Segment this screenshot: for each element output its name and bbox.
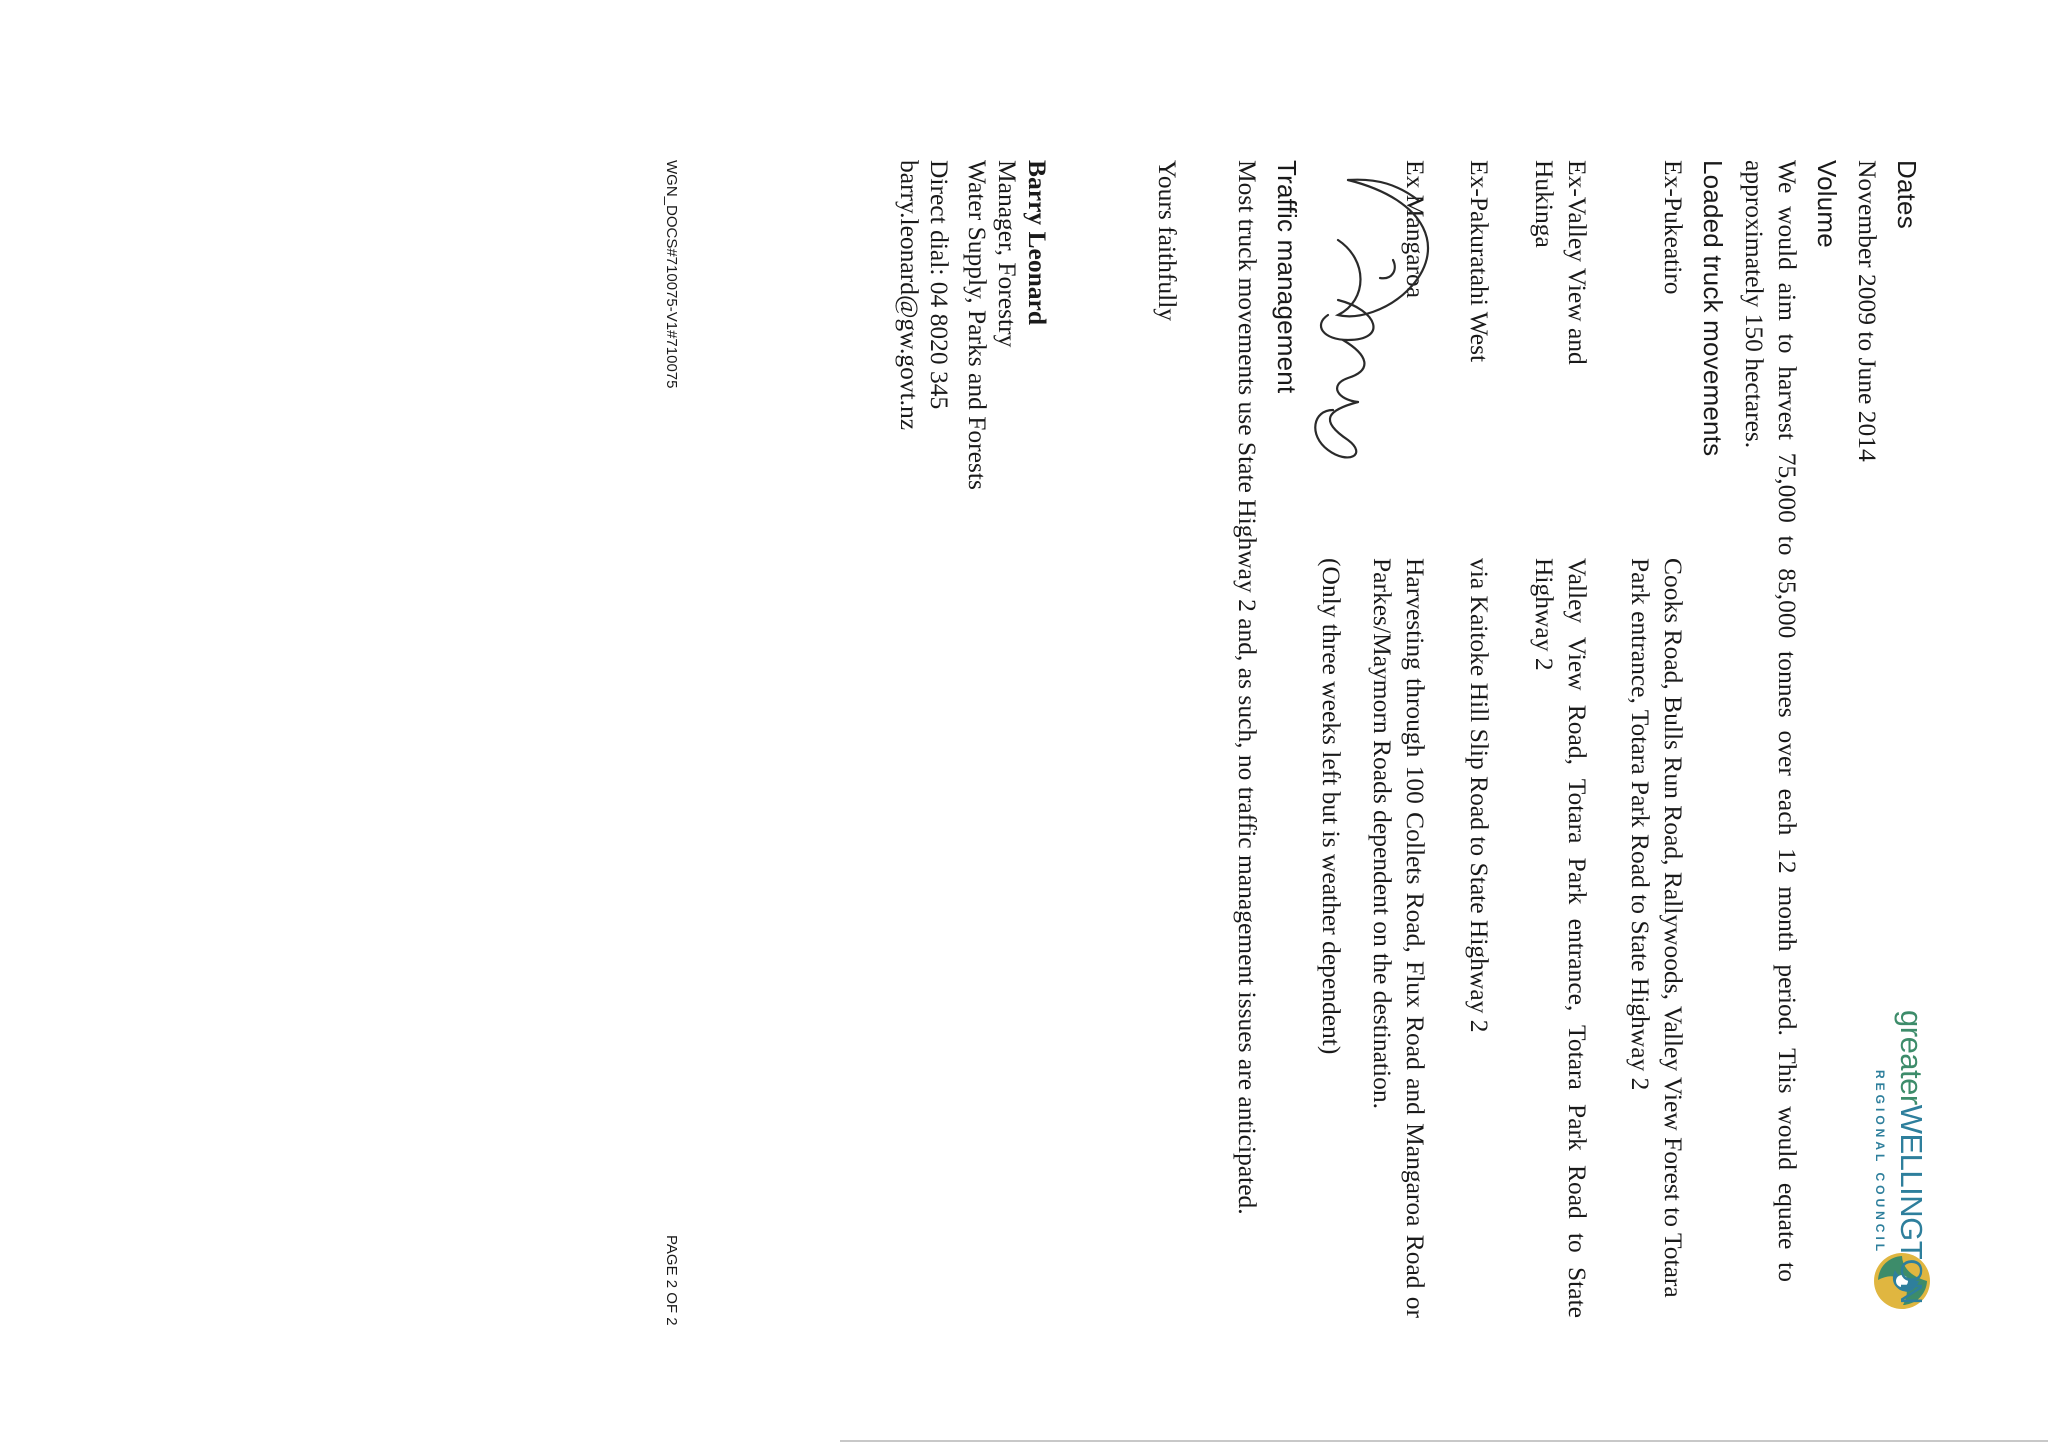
movement-label-mangaroa: Ex Mangaroa: [1401, 160, 1430, 299]
direct-dial: Direct dial: 04 8020 345: [925, 160, 954, 410]
document-reference: WGN_DOCS#710075-V1#710075: [663, 160, 680, 389]
movement-route-mangaroa: Harvesting through 100 Collets Road, Flux Road and Mangaroa Road or Parkes/Maymorn Roads dependent on the destination.: [1368, 558, 1430, 1318]
dates-heading: Dates: [1892, 160, 1922, 229]
volume-text: We would aim to harvest 75,000 to 85,000 tonnes over each 12 month period. This would equate to approximately 150 hectares.: [1740, 160, 1802, 1282]
logo-subtitle: REGIONAL COUNCIL: [1873, 1070, 1887, 1256]
movement-note-mangaroa: (Only three weeks left but is weather dependent): [1317, 558, 1346, 1055]
logo-wordmark: [1893, 1010, 1929, 1304]
traffic-heading: Traffic management: [1272, 160, 1302, 394]
traffic-text: Most truck movements use State Highway 2 and, as such, no traffic management issues are anticipated.: [1233, 160, 1262, 1215]
dates-text: November 2009 to June 2014: [1853, 160, 1882, 462]
movement-route-pukeatiro: Cooks Road, Bulls Run Road, Rallywoods, Valley View Forest to Totara Park entrance, Totara Park Road to State Highway 2: [1626, 558, 1688, 1298]
scan-edge-line: [840, 1440, 2048, 1442]
signatory-name: Barry Leonard: [1023, 160, 1052, 326]
movement-label-pukeatiro: Ex-Pukeatiro: [1659, 160, 1688, 295]
logo-word-greater: greater: [1894, 1010, 1929, 1105]
closing-salutation: Yours faithfully: [1153, 160, 1182, 322]
gwrc-logo: [1813, 1010, 1933, 1340]
movement-route-valley-view: Valley View Road, Totara Park entrance, Totara Park Road to State Highway 2: [1530, 558, 1592, 1318]
page-number: PAGE 2 OF 2: [663, 1235, 680, 1326]
volume-heading: Volume: [1812, 160, 1842, 248]
signatory-title: Manager, Forestry: [993, 160, 1022, 348]
logo-word-wellington: WELLINGTON: [1894, 1104, 1929, 1305]
handwritten-signature: [1288, 140, 1488, 470]
movements-heading: Loaded truck movements: [1698, 160, 1728, 457]
movement-route-pakuratahi: via Kaitoke Hill Slip Road to State Highway 2: [1465, 558, 1494, 1033]
movement-label-pakuratahi: Ex-Pakuratahi West: [1465, 160, 1494, 363]
signatory-email: barry.leonard@gw.govt.nz: [895, 160, 924, 431]
movement-label-valley-view: Ex-Valley View and Hukinga: [1530, 160, 1592, 365]
signatory-department: Water Supply, Parks and Forests: [963, 160, 992, 490]
